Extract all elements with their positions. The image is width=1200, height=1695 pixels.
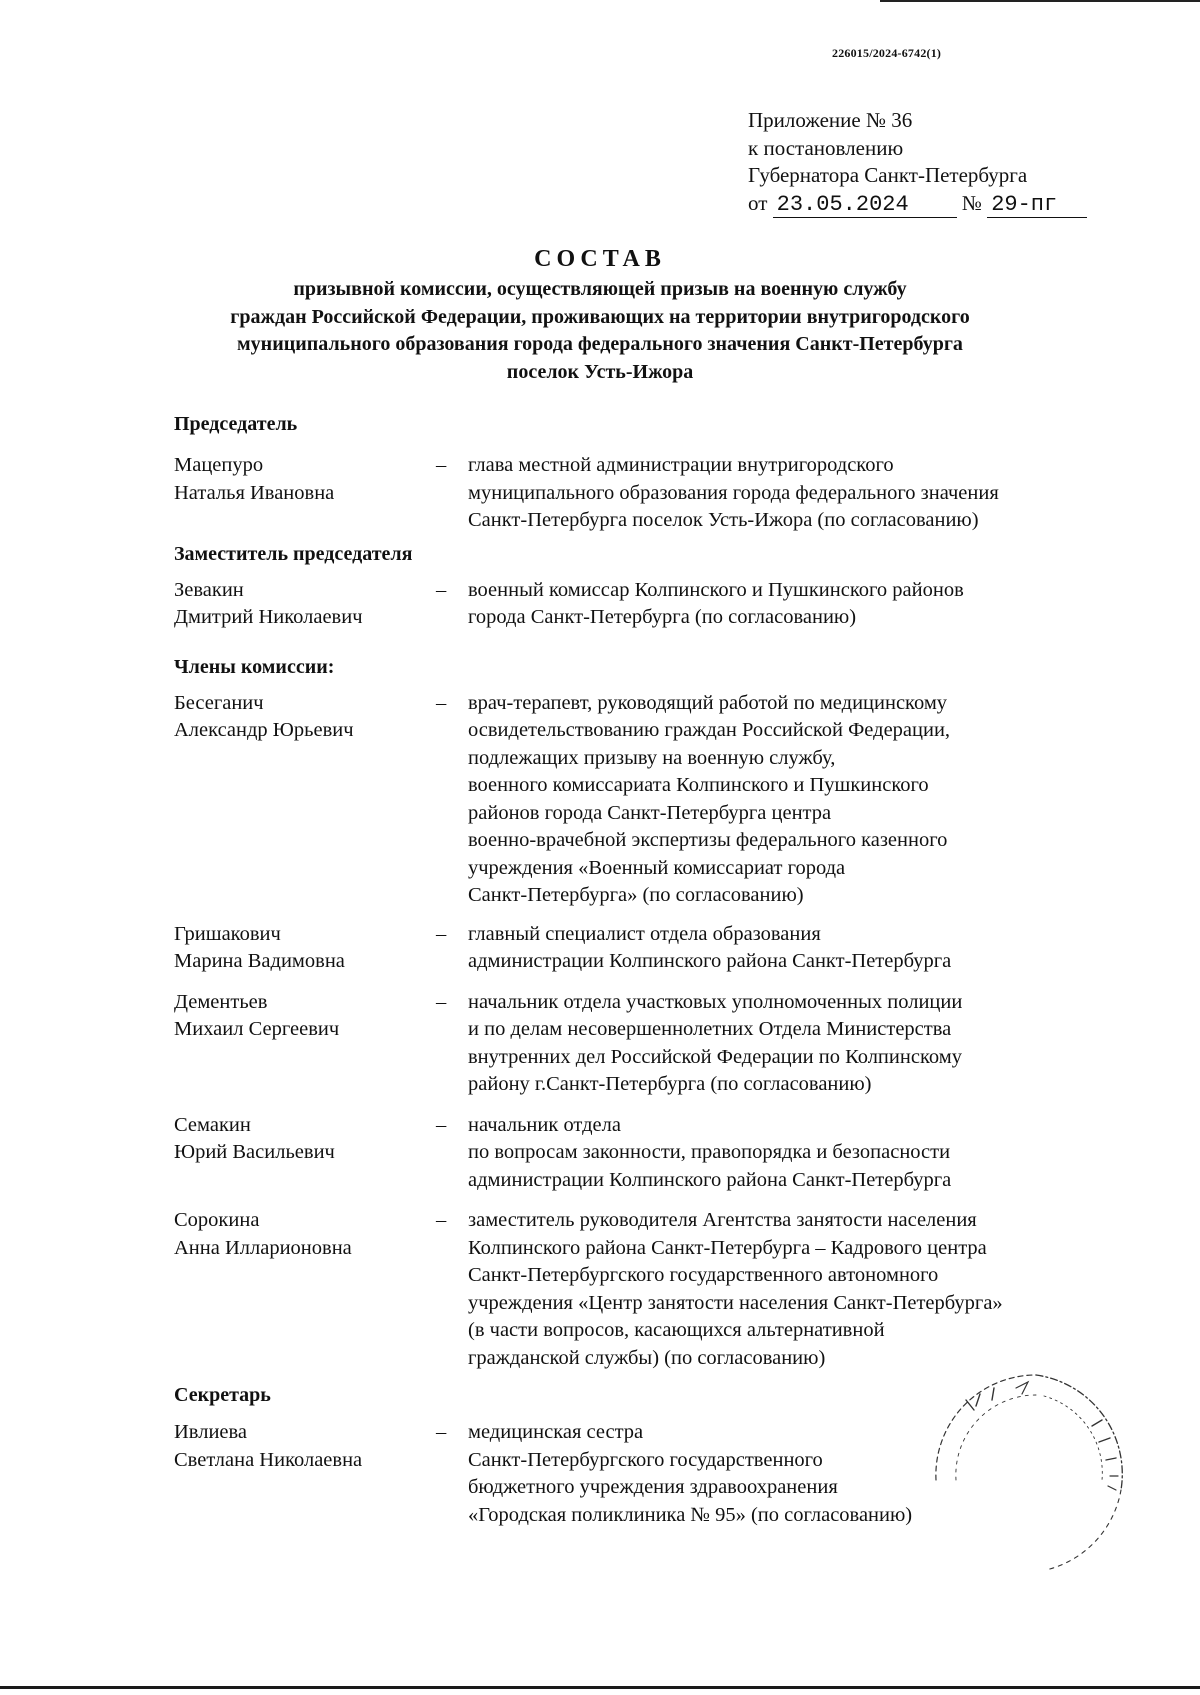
member-given-name: Дмитрий Николаевич [174, 606, 363, 628]
position-line: медицинская сестра [468, 1421, 644, 1443]
position-line: заместитель руководителя Агентства занятости населения [468, 1209, 977, 1231]
dash: – [436, 922, 447, 945]
member-given-name: Марина Вадимовна [174, 950, 345, 972]
member-name [174, 921, 436, 976]
appendix-line-3: Губернатора Санкт-Петербурга [748, 163, 1028, 187]
section-heading-deputy: Заместитель председателя [174, 542, 413, 565]
member-surname: Семакин [174, 1113, 251, 1136]
member-position [468, 452, 1174, 535]
position-line: «Городская поликлиника № 95» (по согласованию) [468, 1503, 913, 1526]
member-surname: Сорокина [174, 1209, 260, 1231]
appendix-block [748, 107, 1087, 218]
subtitle-line: поселок Усть-Ижора [506, 360, 694, 383]
official-seal-stamp [896, 1330, 1146, 1580]
position-line: освидетельствованию граждан Российской Федерации, [468, 719, 951, 741]
position-line: учреждения «Военный комиссариат города [468, 856, 846, 879]
position-line: военного комиссариата Колпинского и Пушкинского [468, 774, 929, 796]
position-line: врач-терапевт, руководящий работой по медицинскому [468, 691, 948, 714]
member-row [174, 452, 1174, 535]
position-line: главный специалист отдела образования [468, 922, 821, 945]
position-line: начальник отдела участковых уполномоченных полиции [468, 990, 963, 1013]
section-heading-members: Члены комиссии: [174, 655, 335, 678]
member-given-name: Светлана Николаевна [174, 1448, 363, 1471]
member-row [174, 989, 1174, 1099]
dash: – [436, 990, 447, 1013]
member-position [468, 577, 1174, 632]
position-line: администрации Колпинского района Санкт-Петербурга [468, 1168, 952, 1191]
position-line: военно-врачебной экспертизы федерального казенного [468, 829, 948, 851]
scan-edge-line-bottom [0, 1686, 1200, 1689]
registration-number: 226015/2024-6742(1) [832, 46, 942, 60]
appendix-line-2: к постановлению [748, 135, 904, 160]
member-name [174, 989, 436, 1099]
dash: – [436, 454, 447, 476]
member-surname: Мацепуро [174, 454, 264, 476]
position-line: Колпинского района Санкт-Петербурга – Кадрового центра [468, 1236, 987, 1259]
member-position [468, 921, 1174, 976]
member-position [468, 989, 1174, 1099]
position-line: бюджетного учреждения здравоохранения [468, 1476, 838, 1498]
position-line: учреждения «Центр занятости населения Санкт-Петербурга» [468, 1291, 1003, 1314]
member-position [468, 1112, 1174, 1195]
member-surname: Зевакин [174, 578, 244, 601]
dash: – [436, 691, 447, 714]
position-line: Санкт-Петербургского государственного автономного [468, 1264, 939, 1286]
member-row [174, 1112, 1174, 1195]
member-name [174, 452, 436, 535]
position-line: города Санкт-Петербурга (по согласованию) [468, 606, 857, 628]
member-name [174, 1112, 436, 1195]
member-given-name: Александр Юрьевич [174, 719, 354, 741]
dash: – [436, 1209, 447, 1231]
document-subtitle [150, 276, 1050, 386]
appendix-line-1: Приложение № 36 [748, 108, 913, 132]
member-given-name: Анна Илларионовна [174, 1236, 352, 1259]
position-line: гражданской службы) (по согласованию) [468, 1346, 826, 1369]
decree-date-line [748, 190, 1087, 218]
section-heading-secretary: Секретарь [174, 1384, 271, 1406]
member-row [174, 921, 1174, 976]
subtitle-line: муниципального образования города федерального значения Санкт-Петербурга [237, 333, 963, 355]
subtitle-line: граждан Российской Федерации, проживающих на территории внутригородского [230, 305, 970, 328]
member-given-name: Михаил Сергеевич [174, 1018, 340, 1040]
position-line: району г.Санкт-Петербурга (по согласованию) [468, 1073, 872, 1095]
position-line: муниципального образования города федерального значения [468, 481, 999, 504]
member-given-name: Юрий Васильевич [174, 1141, 335, 1163]
document-title: СОСТАВ [534, 246, 666, 272]
date-prefix: от [748, 190, 768, 215]
position-line: внутренних дел Российской Федерации по Колпинскому [468, 1045, 962, 1068]
dash: – [436, 1421, 447, 1443]
position-line: Санкт-Петербурга поселок Усть-Ижора (по согласованию) [468, 509, 979, 531]
position-line: Санкт-Петербургского государственного [468, 1448, 823, 1471]
decree-date: 23.05.2024 [773, 194, 957, 218]
dash: – [436, 1113, 447, 1136]
position-line: по вопросам законности, правопорядка и безопасности [468, 1141, 951, 1163]
dash: – [436, 578, 447, 601]
position-line: районов города Санкт-Петербурга центра [468, 801, 832, 824]
member-given-name: Наталья Ивановна [174, 481, 335, 504]
position-line: глава местной администрации внутригородского [468, 454, 894, 476]
member-surname: Гришакович [174, 922, 281, 945]
position-line: подлежащих призыву на военную службу, [468, 746, 836, 769]
position-line: и по делам несовершеннолетних Отдела Министерства [468, 1018, 952, 1040]
position-line: военный комиссар Колпинского и Пушкинского районов [468, 578, 964, 601]
member-name [174, 1207, 436, 1372]
position-line: начальник отдела [468, 1113, 621, 1136]
member-position [468, 690, 1174, 910]
member-surname: Дементьев [174, 990, 268, 1013]
position-line: администрации Колпинского района Санкт-Петербурга [468, 950, 952, 972]
member-name [174, 577, 436, 632]
member-row [174, 577, 1174, 632]
subtitle-line: призывной комиссии, осуществляющей призыв на военную службу [293, 278, 907, 300]
member-name [174, 1419, 436, 1529]
member-surname: Ивлиева [174, 1421, 248, 1443]
number-prefix: № [961, 190, 982, 215]
document-title-block [150, 244, 1050, 386]
scan-edge-line-top [880, 0, 1200, 2]
position-line: (в части вопросов, касающихся альтернативной [468, 1319, 885, 1341]
section-heading-chairman: Председатель [174, 413, 298, 435]
decree-number: 29-пг [987, 194, 1087, 218]
member-row [174, 690, 1174, 910]
member-surname: Бесеганич [174, 691, 264, 714]
member-name [174, 690, 436, 910]
position-line: Санкт-Петербурга» (по согласованию) [468, 884, 804, 906]
